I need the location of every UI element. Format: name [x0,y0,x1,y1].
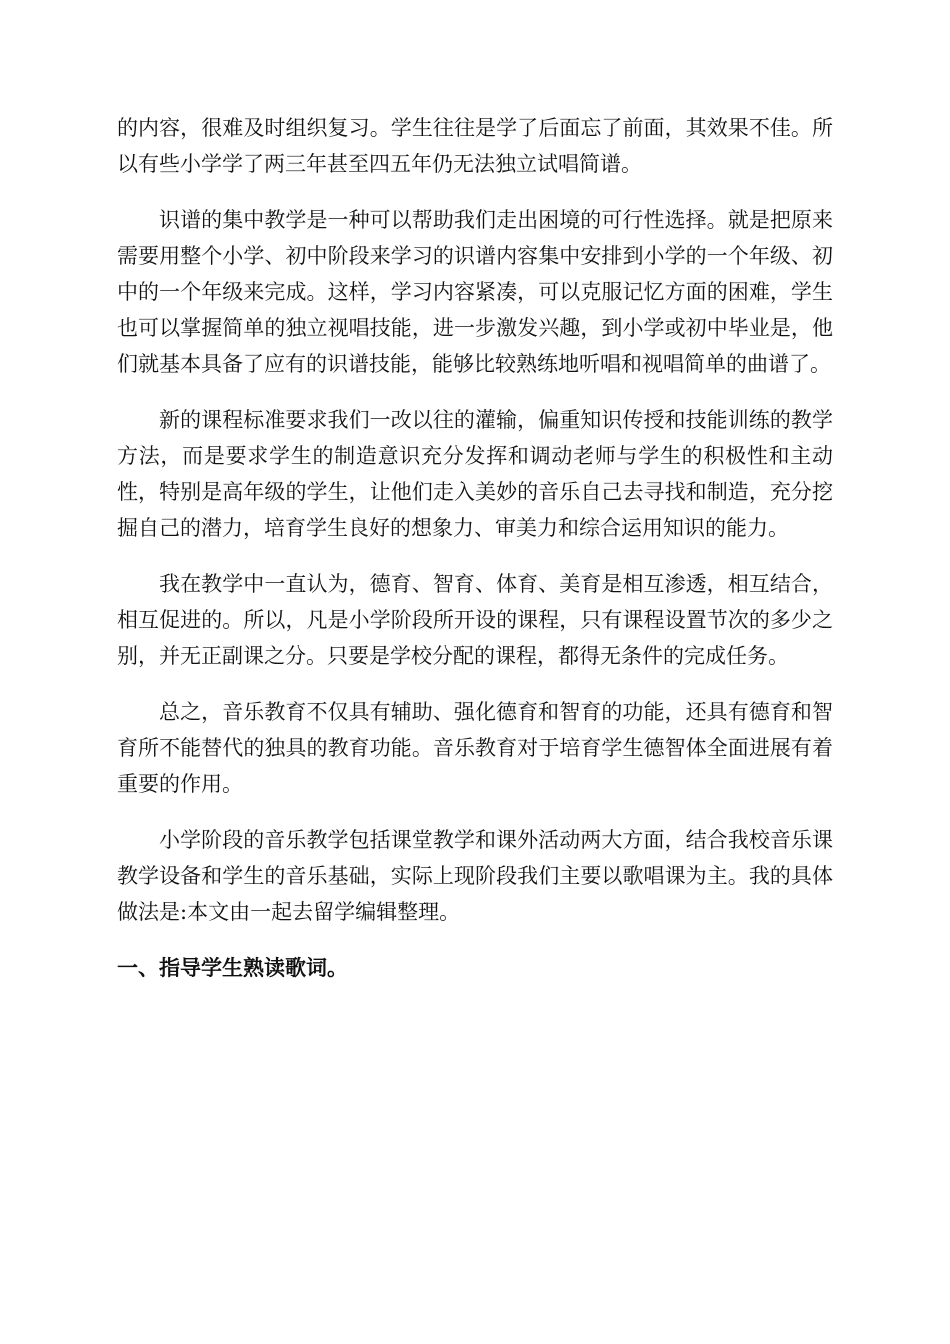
paragraph-notation-teaching: 识谱的集中教学是一种可以帮助我们走出困境的可行性选择。就是把原来需要用整个小学、初中阶段来学习的识谱内容集中安排到小学的一个年级、初中的一个年级来完成。这样，学习内容紧凑，可以克服记忆方面的困难，学生也可以掌握简单的独立视唱技能，进一步激发兴趣，到小学或初中毕业是，他们就基本具备了应有的识谱技能，能够比较熟练地听唱和视唱简单的曲谱了。 [117,208,833,376]
paragraph-continuation: 的内容，很难及时组织复习。学生往往是学了后面忘了前面，其效果不佳。所以有些小学学了两三年甚至四五年仍无法独立试唱简谱。 [117,116,833,176]
section-heading: 一、指导学生熟读歌词。 [117,956,348,980]
paragraph-method-intro: 小学阶段的音乐教学包括课堂教学和课外活动两大方面，结合我校音乐课教学设备和学生的音乐基础，实际上现阶段我们主要以歌唱课为主。我的具体做法是:本文由一起去留学编辑整理。 [117,828,833,924]
paragraph-moral-education: 我在教学中一直认为，德育、智育、体育、美育是相互渗透，相互结合，相互促进的。所以，凡是小学阶段所开设的课程，只有课程设置节次的多少之别，并无正副课之分。只要是学校分配的课程，都得无条件的完成任务。 [117,572,833,668]
paragraph-summary: 总之，音乐教育不仅具有辅助、强化德育和智育的功能，还具有德育和智育所不能替代的独具的教育功能。音乐教育对于培育学生德智体全面进展有着重要的作用。 [117,700,833,796]
paragraph-curriculum-standard: 新的课程标准要求我们一改以往的灌输，偏重知识传授和技能训练的教学方法，而是要求学生的制造意识充分发挥和调动老师与学生的积极性和主动性，特别是高年级的学生，让他们走入美妙的音乐自己去寻找和制造，充分挖掘自己的潜力，培育学生良好的想象力、审美力和综合运用知识的能力。 [117,408,833,540]
document-body [117,110,833,986]
